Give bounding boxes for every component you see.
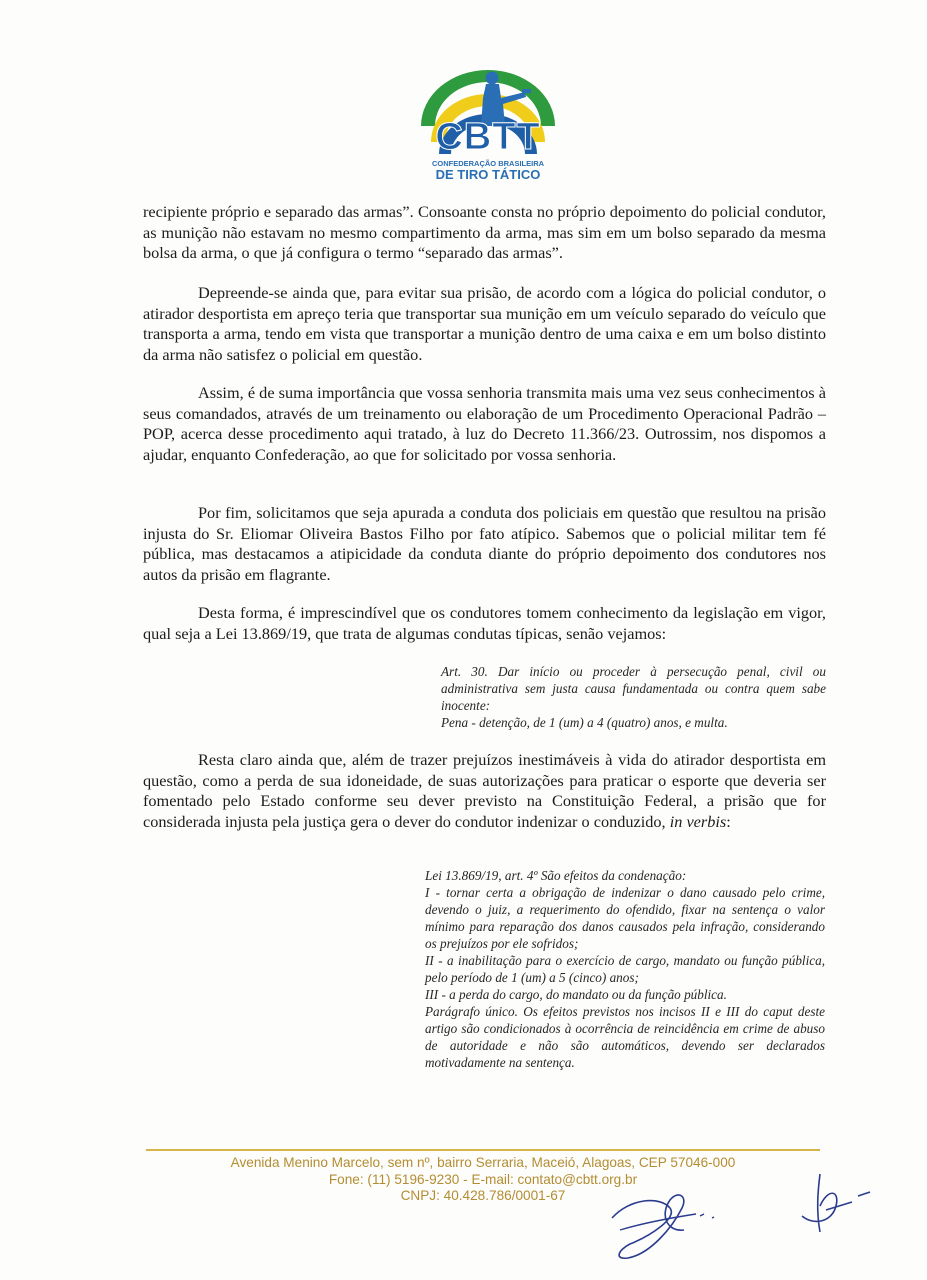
- signature-2-icon: [790, 1166, 880, 1246]
- paragraph-4: Por fim, solicitamos que seja apurada a conduta dos policiais em questão que resultou na prisão injusta do Sr. Eliomar Oliveira Bastos Filho por fato atípico. Sabemos que o policial militar tem fé pública, mas destacamos a atipicidade da conduta diante do próprio depoimento dos condutores nos autos da prisão em flagrante.: [143, 503, 826, 584]
- paragraph-2: Depreende-se ainda que, para evitar sua prisão, de acordo com a lógica do policial condutor, o atirador desportista em apreço teria que transportar sua munição em um veículo separado do veículo que transporta a arma, tendo em vista que transportar a munição dentro de uma caixa e em um bolso distinto da arma não satisfez o policial em questão.: [143, 283, 826, 364]
- quote-line: Lei 13.869/19, art. 4º São efeitos da condenação:: [425, 868, 687, 883]
- footer-address: Avenida Menino Marcelo, sem nº, bairro Serraria, Maceió, Alagoas, CEP 57046-000: [230, 1155, 736, 1170]
- footer-contact: Fone: (11) 5196-9230 - E-mail: contato@cbtt.org.br: [328, 1171, 638, 1187]
- quote-line: Pena - detenção, de 1 (um) a 4 (quatro) anos, e multa.: [441, 715, 728, 730]
- paragraph-1: recipiente próprio e separado das armas”. Consoante consta no próprio depoimento do policial condutor, as munição não estavam no mesmo compartimento da arma, mas sim em um bolso separado da mesma bolsa da arma, o que já configura o termo “separado das armas”.: [143, 202, 826, 262]
- quote-line: Art. 30. Dar início ou proceder à persecução penal, civil ou administrativa sem justa causa fundamentada ou contra quem sabe inocente:: [441, 664, 826, 713]
- footer-divider: [146, 1149, 820, 1151]
- logo-acronym: CBTT: [435, 116, 541, 158]
- paragraph-5: Desta forma, é imprescindível que os condutores tomem conhecimento da legislação em vigor, qual seja a Lei 13.869/19, que trata de algumas condutas típicas, senão vejamos:: [143, 603, 826, 643]
- paragraph-3: Assim, é de suma importância que vossa senhoria transmita mais uma vez seus conhecimentos à seus comandados, através de um treinamento ou elaboração de um Procedimento Operacional Padrão – POP, acerca desse procedimento aqui tratado, à luz do Decreto 11.366/23. Outrossim, nos dispomos a ajudar, enquanto Confederação, ao que for solicitado por vossa senhoria.: [143, 383, 826, 464]
- quote-art-30: [441, 663, 826, 731]
- quote-line: Parágrafo único. Os efeitos previstos nos incisos II e III do caput deste artigo são condicionados à ocorrência de reincidência em crime de abuso de autoridade e não são automáticos, devendo ser declarados motivadamente na sentença.: [425, 1004, 825, 1070]
- paragraph-6-text: Resta claro ainda que, além de trazer prejuízos inestimáveis à vida do atirador desportista em questão, como a perda de sua idoneidade, de suas autorizações para praticar o esporte que deveria ser fomentado pelo Estado conforme seu dever previsto na Constituição Federal, a prisão que for considerada injusta pela justiça gera o dever do condutor indenizar o conduzido,: [143, 750, 826, 831]
- logo-line2: DE TIRO TÁTICO: [435, 167, 541, 182]
- cbtt-logo: [413, 64, 563, 184]
- quote-art-4: [425, 867, 825, 1071]
- quote-line: I - tornar certa a obrigação de indenizar o dano causado pelo crime, devendo o juiz, a requerimento do ofendido, fixar na sentença o valor mínimo para reparação dos danos causados pela infração, considerando os prejuízos por ele sofridos;: [425, 885, 825, 951]
- paragraph-6-end: :: [726, 811, 731, 831]
- footer-cnpj: CNPJ: 40.428.786/0001-67: [400, 1188, 566, 1203]
- paragraph-6: [143, 750, 826, 832]
- signature-1-icon: [600, 1178, 730, 1268]
- paragraph-6-italic: in verbis: [669, 811, 727, 831]
- quote-line: II - a inabilitação para o exercício de cargo, mandato ou função pública, pelo período de 1 (um) a 5 (cinco) anos;: [425, 953, 825, 985]
- logo-line1: CONFEDERAÇÃO BRASILEIRA: [431, 159, 545, 168]
- quote-line: III - a perda do cargo, do mandato ou da função pública.: [425, 987, 727, 1002]
